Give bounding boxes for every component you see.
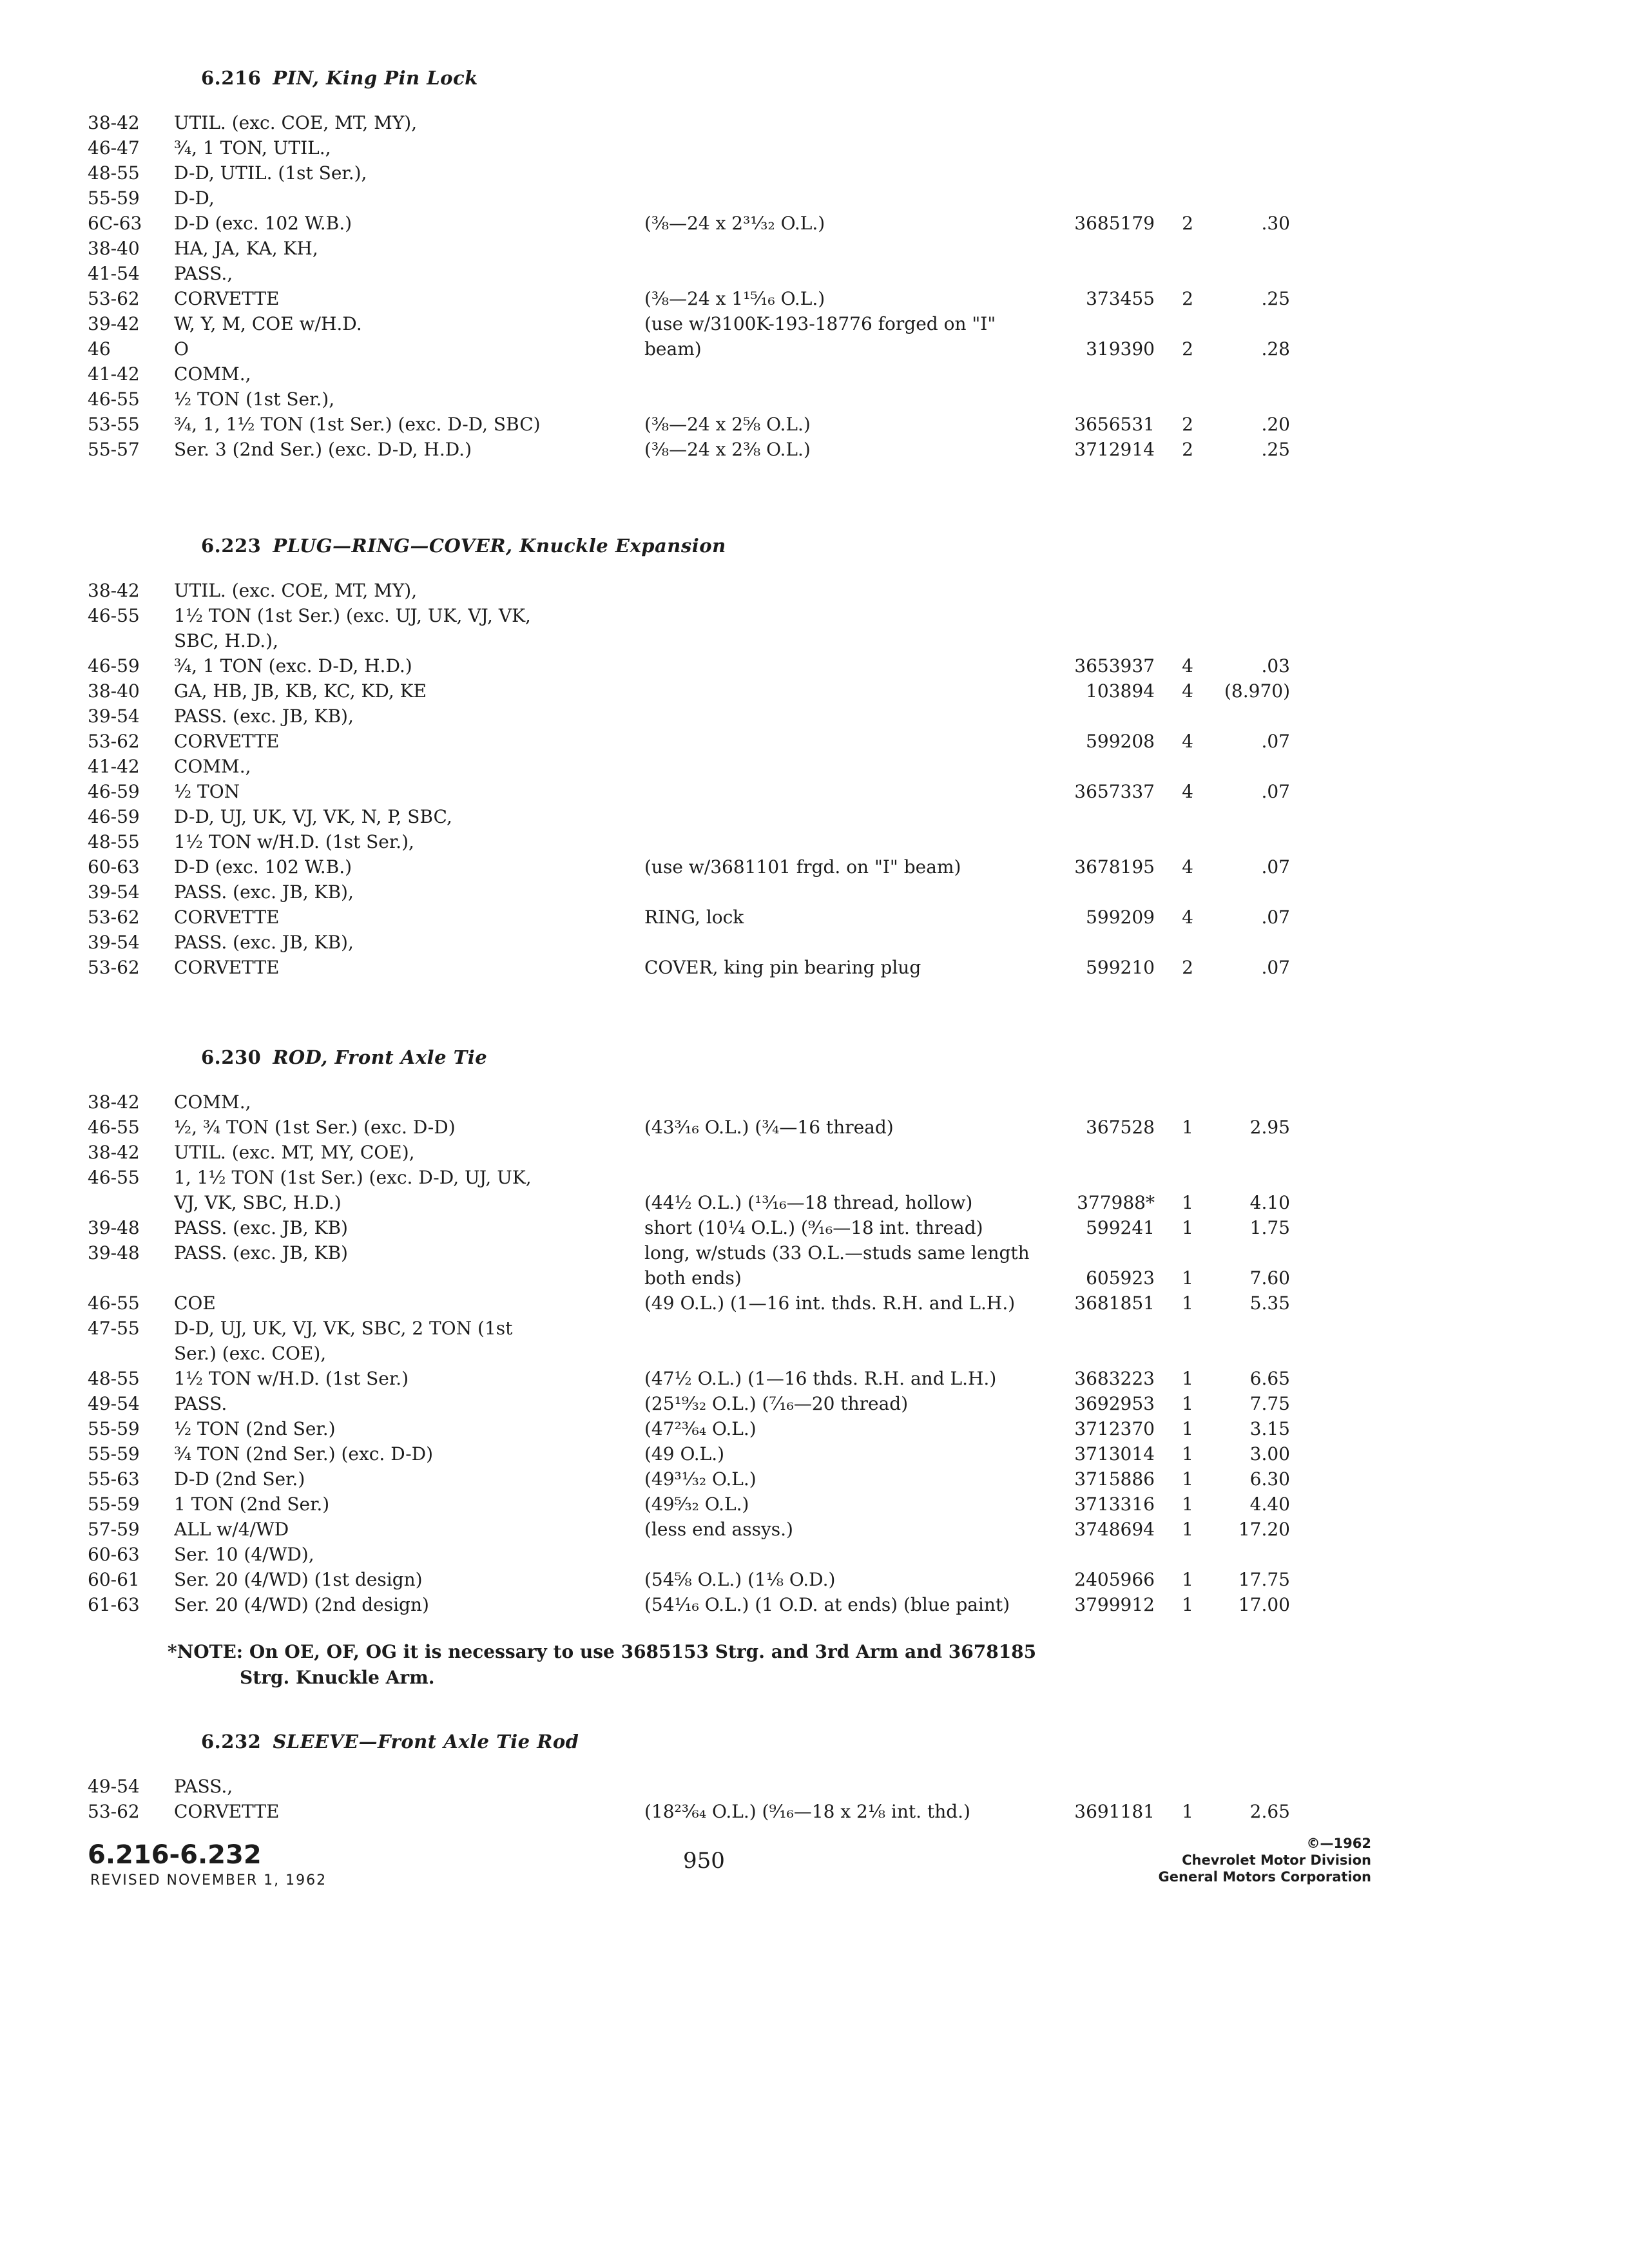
row-models: 1½ TON w/H.D. (1st Ser.), <box>174 831 414 852</box>
row-price: 1.75 <box>1249 1217 1290 1238</box>
row-models: 1 TON (2nd Ser.) <box>174 1494 330 1515</box>
row-models: CORVETTE <box>174 1801 280 1822</box>
table-row <box>0 1091 1629 1117</box>
table-row <box>0 213 1629 238</box>
row-part-number: 103894 <box>1086 680 1155 702</box>
row-years: 38-40 <box>88 680 140 702</box>
row-models: CORVETTE <box>174 288 280 309</box>
row-years: 55-59 <box>88 187 140 209</box>
row-years: 39-48 <box>88 1217 140 1238</box>
row-years: 49-54 <box>88 1393 140 1414</box>
row-description: (47²³⁄₆₄ O.L.) <box>644 1418 757 1439</box>
table-row <box>0 605 1629 630</box>
row-years: 46-59 <box>88 781 140 802</box>
row-part-number: 599209 <box>1086 907 1155 928</box>
table-row <box>0 957 1629 982</box>
row-models: COMM., <box>174 756 251 777</box>
row-price: .25 <box>1261 439 1290 460</box>
row-models: PASS. <box>174 1393 227 1414</box>
table-row <box>0 1192 1629 1217</box>
row-models: Ser.) (exc. COE), <box>174 1343 327 1364</box>
row-part-number: 3685179 <box>1074 213 1155 234</box>
row-price: .30 <box>1261 213 1290 234</box>
row-quantity: 1 <box>1182 1217 1193 1238</box>
footnote-line-2: Strg. Knuckle Arm. <box>240 1667 435 1688</box>
row-price: 3.15 <box>1249 1418 1290 1439</box>
row-quantity: 1 <box>1182 1801 1193 1822</box>
row-description: (less end assys.) <box>644 1519 793 1540</box>
row-models: UTIL. (exc. COE, MT, MY), <box>174 580 418 601</box>
row-part-number: 3681851 <box>1074 1293 1155 1314</box>
row-description: beam) <box>644 338 702 360</box>
row-price: 7.75 <box>1249 1393 1290 1414</box>
section-name: PLUG—RING—COVER, Knuckle Expansion <box>273 535 726 557</box>
row-years: 48-55 <box>88 831 140 852</box>
row-quantity: 4 <box>1182 907 1193 928</box>
row-years: 38-42 <box>88 1142 140 1163</box>
row-price: 2.65 <box>1249 1801 1290 1822</box>
footnote-line-1: *NOTE: On OE, OF, OG it is necessary to use 3685153 Strg. and 3rd Arm and 3678185 <box>168 1641 1037 1662</box>
row-description: (use w/3681101 frgd. on "I" beam) <box>644 856 961 878</box>
row-models: ¾, 1 TON, UTIL., <box>174 137 331 159</box>
row-description: (44½ O.L.) (¹³⁄₁₆—18 thread, hollow) <box>644 1192 973 1213</box>
row-years: 55-59 <box>88 1418 140 1439</box>
row-price: .07 <box>1261 907 1290 928</box>
table-row <box>0 1368 1629 1393</box>
table-row <box>0 313 1629 338</box>
row-models: PASS. (exc. JB, KB), <box>174 881 354 903</box>
row-models: ¾, 1, 1½ TON (1st Ser.) (exc. D-D, SBC) <box>174 414 541 435</box>
table-row <box>0 1167 1629 1192</box>
row-part-number: 599210 <box>1086 957 1155 978</box>
row-years: 49-54 <box>88 1776 140 1797</box>
row-part-number: 605923 <box>1086 1267 1155 1289</box>
row-quantity: 4 <box>1182 655 1193 677</box>
table-row <box>0 706 1629 731</box>
row-description: (54¹⁄₁₆ O.L.) (1 O.D. at ends) (blue paint) <box>644 1594 1010 1615</box>
row-price: .07 <box>1261 856 1290 878</box>
row-years: 46 <box>88 338 111 360</box>
section-number: 6.216 <box>201 67 262 89</box>
row-models: PASS., <box>174 1776 233 1797</box>
table-row <box>0 162 1629 187</box>
table-row <box>0 1293 1629 1318</box>
row-models: ½, ¾ TON (1st Ser.) (exc. D-D) <box>174 1117 456 1138</box>
row-quantity: 1 <box>1182 1569 1193 1590</box>
row-quantity: 1 <box>1182 1192 1193 1213</box>
row-quantity: 1 <box>1182 1368 1193 1389</box>
row-part-number: 599208 <box>1086 731 1155 752</box>
table-row <box>0 1242 1629 1267</box>
row-models: HA, JA, KA, KH, <box>174 238 318 259</box>
row-years: 41-42 <box>88 363 140 385</box>
table-row <box>0 630 1629 655</box>
table-row <box>0 1267 1629 1293</box>
row-models: ½ TON (1st Ser.), <box>174 389 335 410</box>
row-years: 46-55 <box>88 1293 140 1314</box>
row-part-number: 3656531 <box>1074 414 1155 435</box>
row-quantity: 1 <box>1182 1443 1193 1465</box>
row-price: 4.10 <box>1249 1192 1290 1213</box>
row-description: both ends) <box>644 1267 742 1289</box>
row-quantity: 1 <box>1182 1293 1193 1314</box>
row-part-number: 3715886 <box>1074 1468 1155 1490</box>
row-price: 17.20 <box>1238 1519 1290 1540</box>
row-part-number: 3713014 <box>1074 1443 1155 1465</box>
row-models: SBC, H.D.), <box>174 630 278 651</box>
row-quantity: 1 <box>1182 1267 1193 1289</box>
row-models: Ser. 3 (2nd Ser.) (exc. D-D, H.D.) <box>174 439 472 460</box>
row-description: (18²³⁄₆₄ O.L.) (⁹⁄₁₆—18 x 2⅛ int. thd.) <box>644 1801 970 1822</box>
row-quantity: 1 <box>1182 1393 1193 1414</box>
row-part-number: 3799912 <box>1074 1594 1155 1615</box>
row-quantity: 1 <box>1182 1594 1193 1615</box>
row-price: 17.75 <box>1238 1569 1290 1590</box>
row-years: 39-54 <box>88 881 140 903</box>
row-years: 39-42 <box>88 313 140 334</box>
footnote <box>168 1639 1036 1691</box>
table-row <box>0 1468 1629 1494</box>
row-years: 53-55 <box>88 414 140 435</box>
row-part-number: 3657337 <box>1074 781 1155 802</box>
row-years: 60-61 <box>88 1569 140 1590</box>
row-description: (49⁵⁄₃₂ O.L.) <box>644 1494 749 1515</box>
table-row <box>0 1418 1629 1443</box>
table-row <box>0 856 1629 881</box>
table-row <box>0 881 1629 907</box>
row-part-number: 3713316 <box>1074 1494 1155 1515</box>
row-years: 55-57 <box>88 439 140 460</box>
row-price: 6.65 <box>1249 1368 1290 1389</box>
division-name: Chevrolet Motor Division <box>1182 1852 1371 1868</box>
table-row <box>0 1519 1629 1544</box>
row-description: (49³¹⁄₃₂ O.L.) <box>644 1468 757 1490</box>
table-row <box>0 263 1629 288</box>
row-part-number: 3683223 <box>1074 1368 1155 1389</box>
row-models: GA, HB, JB, KB, KC, KD, KE <box>174 680 427 702</box>
row-price: 4.40 <box>1249 1494 1290 1515</box>
row-models: O <box>174 338 189 360</box>
row-part-number: 373455 <box>1086 288 1155 309</box>
row-years: 61-63 <box>88 1594 140 1615</box>
table-row <box>0 907 1629 932</box>
row-years: 46-55 <box>88 389 140 410</box>
table-row <box>0 1393 1629 1418</box>
row-part-number: 3692953 <box>1074 1393 1155 1414</box>
parts-table <box>0 112 1629 464</box>
row-quantity: 1 <box>1182 1117 1193 1138</box>
row-quantity: 1 <box>1182 1418 1193 1439</box>
section-title <box>201 1046 487 1068</box>
table-row <box>0 288 1629 313</box>
table-row <box>0 1318 1629 1343</box>
row-description: (⅜—24 x 2⅜ O.L.) <box>644 439 811 460</box>
section-name: SLEEVE—Front Axle Tie Rod <box>273 1731 579 1753</box>
row-models: UTIL. (exc. MT, MY, COE), <box>174 1142 415 1163</box>
table-row <box>0 831 1629 856</box>
row-models: D-D, <box>174 187 215 209</box>
row-price: .25 <box>1261 288 1290 309</box>
table-row <box>0 756 1629 781</box>
row-description: (49 O.L.) (1—16 int. thds. R.H. and L.H.) <box>644 1293 1016 1314</box>
row-price: (8.970) <box>1224 680 1290 702</box>
row-models: ¾ TON (2nd Ser.) (exc. D-D) <box>174 1443 434 1465</box>
table-row <box>0 1343 1629 1368</box>
row-part-number: 3712370 <box>1074 1418 1155 1439</box>
row-models: W, Y, M, COE w/H.D. <box>174 313 362 334</box>
row-years: 46-55 <box>88 1167 140 1188</box>
row-years: 6C-63 <box>88 213 142 234</box>
row-quantity: 2 <box>1182 414 1193 435</box>
row-models: PASS. (exc. JB, KB), <box>174 706 354 727</box>
copyright: ©—1962 <box>1306 1836 1371 1851</box>
row-description: short (10¼ O.L.) (⁹⁄₁₆—18 int. thread) <box>644 1217 983 1238</box>
row-models: D-D, UJ, UK, VJ, VK, N, P, SBC, <box>174 806 452 827</box>
row-years: 53-62 <box>88 731 140 752</box>
row-quantity: 4 <box>1182 781 1193 802</box>
row-description: (43³⁄₁₆ O.L.) (¾—16 thread) <box>644 1117 894 1138</box>
table-row <box>0 338 1629 363</box>
row-quantity: 1 <box>1182 1468 1193 1490</box>
row-years: 47-55 <box>88 1318 140 1339</box>
table-row <box>0 363 1629 389</box>
table-row <box>0 932 1629 957</box>
row-price: .03 <box>1261 655 1290 677</box>
row-models: D-D, UJ, UK, VJ, VK, SBC, 2 TON (1st <box>174 1318 513 1339</box>
footer-revised-date: REVISED NOVEMBER 1, 1962 <box>90 1872 327 1888</box>
table-row <box>0 580 1629 605</box>
row-quantity: 2 <box>1182 439 1193 460</box>
row-quantity: 2 <box>1182 338 1193 360</box>
table-row <box>0 1569 1629 1594</box>
row-models: Ser. 20 (4/WD) (1st design) <box>174 1569 423 1590</box>
row-price: 6.30 <box>1249 1468 1290 1490</box>
section-title <box>201 67 478 89</box>
row-years: 48-55 <box>88 162 140 184</box>
parts-table <box>0 580 1629 982</box>
table-row <box>0 781 1629 806</box>
row-models: PASS. (exc. JB, KB), <box>174 932 354 953</box>
row-models: ½ TON <box>174 781 240 802</box>
table-row <box>0 1117 1629 1142</box>
table-row <box>0 1801 1629 1826</box>
row-years: 46-59 <box>88 655 140 677</box>
table-row <box>0 389 1629 414</box>
row-models: COE <box>174 1293 216 1314</box>
row-quantity: 2 <box>1182 288 1193 309</box>
row-years: 38-42 <box>88 112 140 133</box>
row-models: PASS. (exc. JB, KB) <box>174 1242 348 1264</box>
row-price: .07 <box>1261 781 1290 802</box>
section-title <box>201 1731 579 1753</box>
row-description: (⅜—24 x 2⅝ O.L.) <box>644 414 811 435</box>
row-models: CORVETTE <box>174 731 280 752</box>
row-models: PASS. (exc. JB, KB) <box>174 1217 348 1238</box>
parts-table <box>0 1776 1629 1826</box>
row-years: 53-62 <box>88 288 140 309</box>
row-quantity: 4 <box>1182 856 1193 878</box>
row-models: ½ TON (2nd Ser.) <box>174 1418 336 1439</box>
row-years: 41-42 <box>88 756 140 777</box>
row-models: COMM., <box>174 363 251 385</box>
row-years: 60-63 <box>88 1544 140 1565</box>
row-years: 55-63 <box>88 1468 140 1490</box>
row-years: 39-54 <box>88 932 140 953</box>
row-models: D-D, UTIL. (1st Ser.), <box>174 162 367 184</box>
table-row <box>0 680 1629 706</box>
row-description: (54⅝ O.L.) (1⅛ O.D.) <box>644 1569 836 1590</box>
table-row <box>0 1544 1629 1569</box>
parts-table <box>0 1091 1629 1619</box>
page-number: 950 <box>683 1848 725 1874</box>
row-years: 38-40 <box>88 238 140 259</box>
row-price: .07 <box>1261 957 1290 978</box>
row-price: 5.35 <box>1249 1293 1290 1314</box>
table-row <box>0 238 1629 263</box>
row-years: 60-63 <box>88 856 140 878</box>
row-models: 1½ TON (1st Ser.) (exc. UJ, UK, VJ, VK, <box>174 605 531 626</box>
row-quantity: 4 <box>1182 731 1193 752</box>
row-years: 46-55 <box>88 1117 140 1138</box>
corporation-name: General Motors Corporation <box>1158 1869 1371 1885</box>
row-models: CORVETTE <box>174 907 280 928</box>
row-price: 7.60 <box>1249 1267 1290 1289</box>
row-price: .07 <box>1261 731 1290 752</box>
row-part-number: 3678195 <box>1074 856 1155 878</box>
footer-section-range: 6.216-6.232 <box>88 1840 262 1870</box>
table-row <box>0 806 1629 831</box>
row-quantity: 4 <box>1182 680 1193 702</box>
row-description: RING, lock <box>644 907 744 928</box>
row-price: .28 <box>1261 338 1290 360</box>
row-years: 55-59 <box>88 1494 140 1515</box>
row-part-number: 3691181 <box>1074 1801 1155 1822</box>
section-number: 6.230 <box>201 1046 262 1068</box>
row-models: ¾, 1 TON (exc. D-D, H.D.) <box>174 655 412 677</box>
row-years: 41-54 <box>88 263 140 284</box>
row-models: CORVETTE <box>174 957 280 978</box>
row-years: 38-42 <box>88 580 140 601</box>
row-part-number: 319390 <box>1086 338 1155 360</box>
row-part-number: 367528 <box>1086 1117 1155 1138</box>
row-models: ALL w/4/WD <box>174 1519 289 1540</box>
row-description: (use w/3100K-193-18776 forged on "I" <box>644 313 996 334</box>
table-row <box>0 414 1629 439</box>
footer-publisher <box>1159 1835 1371 1885</box>
row-models: 1½ TON w/H.D. (1st Ser.) <box>174 1368 409 1389</box>
row-quantity: 1 <box>1182 1494 1193 1515</box>
row-years: 38-42 <box>88 1091 140 1113</box>
row-years: 46-47 <box>88 137 140 159</box>
table-row <box>0 1776 1629 1801</box>
table-row <box>0 655 1629 680</box>
table-row <box>0 1217 1629 1242</box>
row-description: (⅜—24 x 2³¹⁄₃₂ O.L.) <box>644 213 825 234</box>
row-models: Ser. 10 (4/WD), <box>174 1544 314 1565</box>
row-description: (49 O.L.) <box>644 1443 725 1465</box>
section-title <box>201 535 726 557</box>
row-part-number: 377988* <box>1077 1192 1155 1213</box>
row-models: Ser. 20 (4/WD) (2nd design) <box>174 1594 429 1615</box>
table-row <box>0 187 1629 213</box>
row-description: (⅜—24 x 1¹⁵⁄₁₆ O.L.) <box>644 288 825 309</box>
row-years: 46-55 <box>88 605 140 626</box>
row-years: 53-62 <box>88 1801 140 1822</box>
row-years: 53-62 <box>88 957 140 978</box>
row-years: 39-48 <box>88 1242 140 1264</box>
row-quantity: 2 <box>1182 213 1193 234</box>
row-models: D-D (exc. 102 W.B.) <box>174 213 352 234</box>
section-name: ROD, Front Axle Tie <box>273 1046 488 1068</box>
row-years: 48-55 <box>88 1368 140 1389</box>
row-part-number: 3748694 <box>1074 1519 1155 1540</box>
section-name: PIN, King Pin Lock <box>273 67 478 89</box>
row-part-number: 599241 <box>1086 1217 1155 1238</box>
row-quantity: 2 <box>1182 957 1193 978</box>
row-models: COMM., <box>174 1091 251 1113</box>
row-models: VJ, VK, SBC, H.D.) <box>174 1192 342 1213</box>
row-years: 46-59 <box>88 806 140 827</box>
table-row <box>0 1443 1629 1468</box>
row-price: .20 <box>1261 414 1290 435</box>
row-description: COVER, king pin bearing plug <box>644 957 921 978</box>
table-row <box>0 1594 1629 1619</box>
row-price: 2.95 <box>1249 1117 1290 1138</box>
table-row <box>0 1142 1629 1167</box>
row-quantity: 1 <box>1182 1519 1193 1540</box>
row-description: long, w/studs (33 O.L.—studs same length <box>644 1242 1030 1264</box>
row-models: UTIL. (exc. COE, MT, MY), <box>174 112 418 133</box>
row-description: (25¹⁹⁄₃₂ O.L.) (⁷⁄₁₆—20 thread) <box>644 1393 909 1414</box>
table-row <box>0 1494 1629 1519</box>
row-models: 1, 1½ TON (1st Ser.) (exc. D-D, UJ, UK, <box>174 1167 532 1188</box>
section-number: 6.223 <box>201 535 262 557</box>
table-row <box>0 731 1629 756</box>
table-row <box>0 112 1629 137</box>
row-part-number: 3653937 <box>1074 655 1155 677</box>
row-price: 17.00 <box>1238 1594 1290 1615</box>
row-description: (47½ O.L.) (1—16 thds. R.H. and L.H.) <box>644 1368 997 1389</box>
table-row <box>0 439 1629 464</box>
row-years: 53-62 <box>88 907 140 928</box>
row-models: D-D (2nd Ser.) <box>174 1468 305 1490</box>
table-row <box>0 137 1629 162</box>
section-number: 6.232 <box>201 1731 262 1753</box>
row-years: 57-59 <box>88 1519 140 1540</box>
row-part-number: 2405966 <box>1074 1569 1155 1590</box>
row-years: 55-59 <box>88 1443 140 1465</box>
row-years: 39-54 <box>88 706 140 727</box>
row-models: D-D (exc. 102 W.B.) <box>174 856 352 878</box>
row-price: 3.00 <box>1249 1443 1290 1465</box>
row-models: PASS., <box>174 263 233 284</box>
row-part-number: 3712914 <box>1074 439 1155 460</box>
